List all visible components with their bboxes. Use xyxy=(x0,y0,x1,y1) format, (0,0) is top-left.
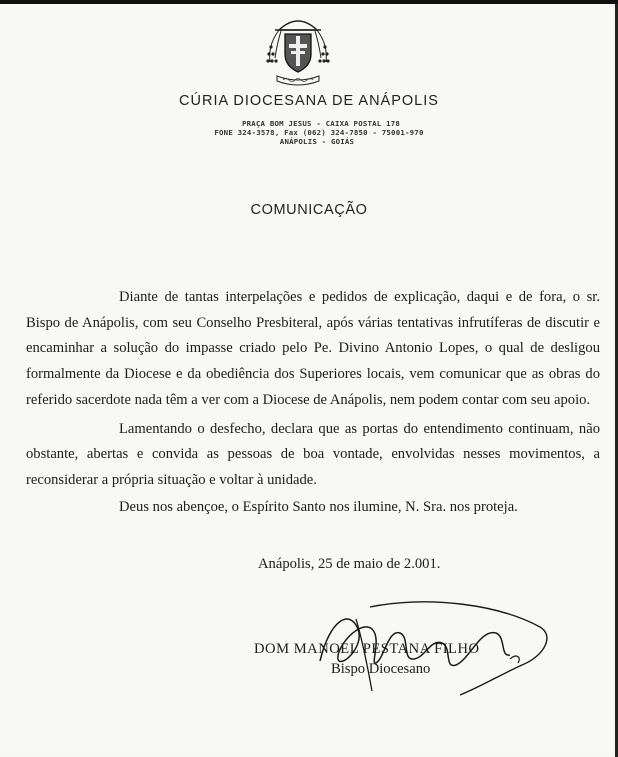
phone-line: FONE 324-3578, Fax (062) 324-7850 - 75001-970 xyxy=(214,128,424,137)
handwritten-signature xyxy=(310,599,560,699)
paragraph: Deus nos abençoe, o Espírito Santo nos ilumine, N. Sra. nos proteja. xyxy=(119,498,518,515)
signer-name: DOM MANOEL PESTANA FILHO xyxy=(254,641,480,657)
paragraph: Lamentando o desfecho, declara que as portas do entendimento continuam, não obstante, abertas e convida as pessoas de boa vontade, envolvidas nesses movimentos, a reconsiderar a própria situação e voltar à unidade. xyxy=(26,420,600,488)
letter-body xyxy=(26,285,600,520)
paragraph: Diante de tantas interpelações e pedidos de explicação, daqui e de fora, o sr. Bispo de Anápolis, com seu Conselho Presbiteral, após várias tentativas infrutíferas de discutir e encaminhar a solução do impasse criado pelo Pe. Divino Antonio Lopes, o qual de desligou formalmente da Diocese e da obediência dos Superiores locais, vem comunicar que as obras do referido sacerdote nada têm a ver com a Diocese de Anápolis, nem podem contar com seu apoio. xyxy=(26,289,600,408)
address-line: PRAÇA BOM JESUS - CAIXA POSTAL 178 xyxy=(241,119,401,128)
signer-title: Bispo Diocesano xyxy=(331,661,431,677)
city-line: ANÁPOLIS - GOIÁS xyxy=(279,137,355,146)
date-line: Anápolis, 25 de maio de 2.001. xyxy=(258,556,441,572)
coat-of-arms-icon xyxy=(263,14,333,88)
document-heading: COMUNICAÇÃO xyxy=(250,202,368,218)
diocese-name: CÚRIA DIOCESANA DE ANÁPOLIS xyxy=(179,93,439,109)
